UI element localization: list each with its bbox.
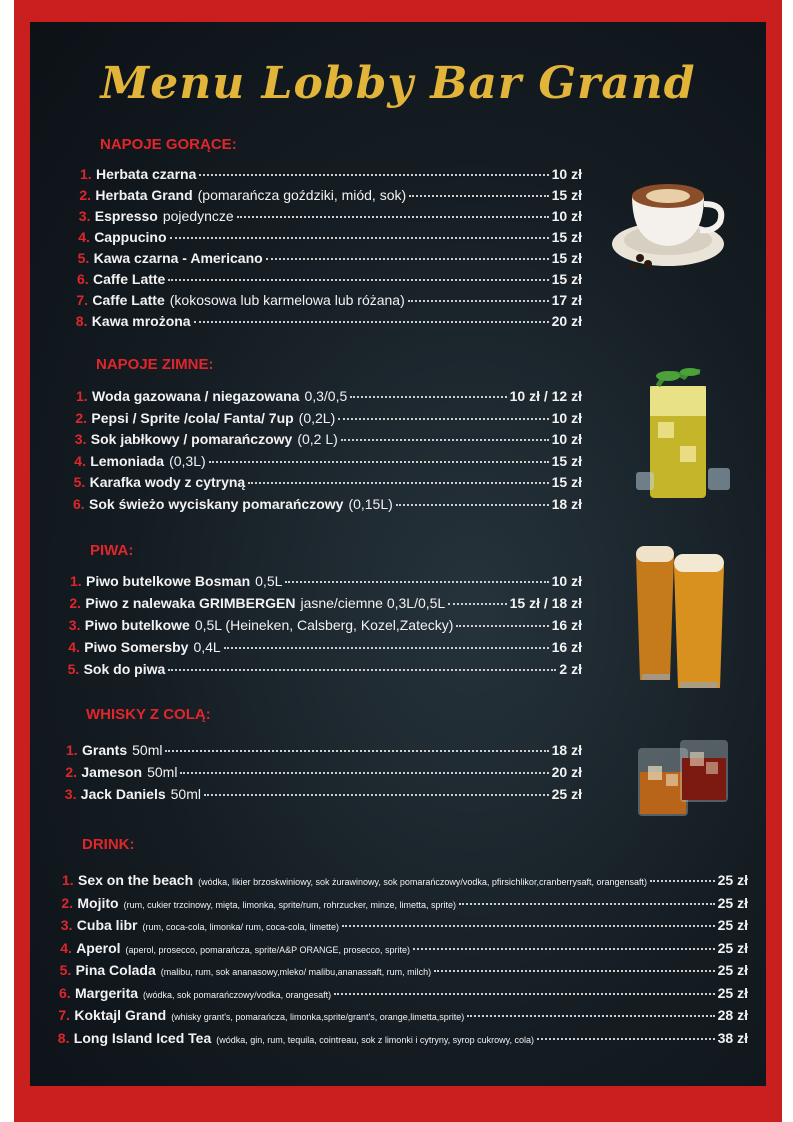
item-number: 1. <box>66 742 78 758</box>
item-name: Sok świeżo wyciskany pomarańczowy <box>89 495 344 512</box>
menu-item <box>68 661 582 681</box>
item-description: 0,4L <box>193 639 221 655</box>
menu-item <box>65 764 582 784</box>
item-description: 0,3/0,5 <box>304 388 348 404</box>
dot-leader <box>448 603 506 605</box>
section-title: PIWA: <box>90 542 134 559</box>
item-number: 1. <box>80 166 92 182</box>
item-description: (rum, cukier trzcinowy, mięta, limonka, sprite/rum, rohrzucker, minze, limetta, sprite) <box>123 899 457 910</box>
item-number: 2. <box>65 764 78 780</box>
menu-title: Menu Lobby Bar Grand <box>100 58 696 109</box>
menu-item <box>60 962 748 982</box>
menu-item <box>66 742 582 762</box>
item-price: 2 zł <box>559 661 582 677</box>
menu-item <box>69 617 582 637</box>
item-description: (wódka, sok pomarańczowy/vodka, orangesaft) <box>143 989 332 1000</box>
item-name: Cappucino <box>94 229 167 245</box>
item-name: Koktajl Grand <box>74 1007 167 1023</box>
item-number: 5. <box>67 661 80 677</box>
item-name: Piwo butelkowe <box>84 617 190 633</box>
item-price: 16 zł <box>551 617 582 633</box>
item-number: 6. <box>59 984 71 1001</box>
dot-leader <box>168 669 556 671</box>
item-price: 25 zł <box>717 939 748 956</box>
item-description: (kokosowa lub karmelowa lub różana) <box>169 292 405 308</box>
item-price: 20 zł <box>551 764 582 780</box>
dot-leader <box>413 948 715 950</box>
item-number: 3. <box>68 617 81 633</box>
menu-item <box>75 410 582 430</box>
item-number: 5. <box>77 250 90 266</box>
item-price: 10 zł <box>551 431 582 447</box>
menu-item <box>76 292 582 312</box>
item-number: 3. <box>74 431 87 447</box>
coffee-cup-icon <box>610 174 734 274</box>
item-number: 2. <box>75 409 88 426</box>
dot-leader <box>224 647 549 649</box>
dot-leader <box>204 794 549 796</box>
item-description: (rum, coca-cola, limonka/ rum, coca-cola, limette) <box>142 922 340 932</box>
menu-board <box>30 22 766 1086</box>
item-price: 25 zł <box>717 984 748 1001</box>
item-number: 3. <box>64 786 77 802</box>
item-price: 17 zł <box>551 292 582 308</box>
item-price: 15 zł <box>551 229 582 245</box>
dot-leader <box>266 258 549 260</box>
item-name: Pepsi / Sprite /cola/ Fanta/ 7up <box>91 409 294 426</box>
item-number: 3. <box>60 917 73 933</box>
dot-leader <box>248 482 548 484</box>
dot-leader <box>467 1015 714 1017</box>
item-name: Caffe Latte <box>93 271 166 287</box>
menu-item <box>65 786 582 806</box>
menu-item <box>69 595 582 615</box>
dot-leader <box>168 279 548 281</box>
item-price: 18 zł <box>551 742 582 758</box>
menu-item <box>58 1007 748 1027</box>
item-name: Woda gazowana / niegazowana <box>92 388 300 404</box>
dot-leader <box>237 216 549 218</box>
dot-leader <box>194 321 549 323</box>
item-name: Mojito <box>77 894 119 911</box>
menu-item <box>61 895 748 915</box>
item-price: 20 zł <box>551 313 582 329</box>
item-name: Caffe Latte <box>92 292 165 308</box>
dot-leader <box>285 581 548 583</box>
dot-leader <box>199 174 548 176</box>
menu-item <box>68 639 582 659</box>
item-description: (wódka, likier brzoskwiniowy, sok żurawinowy, sok pomarańczowy/vodka, pfirsichlikor,cranberrysaft, orangensaft) <box>198 877 647 887</box>
item-name: Kawa mrożona <box>91 313 191 329</box>
item-number: 5. <box>59 962 72 978</box>
lemonade-glass-icon <box>628 362 738 512</box>
item-name: Herbata czarna <box>96 166 197 182</box>
dot-leader <box>650 880 715 882</box>
item-description: (aperol, prosecco, pomarańcza, sprite/A&P ORANGE, prosecco, sprite) <box>125 944 410 955</box>
item-description: (0,2 L) <box>297 431 338 447</box>
menu-item <box>73 496 582 516</box>
item-price: 25 zł <box>717 872 748 888</box>
item-number: 1. <box>70 573 82 589</box>
item-price: 10 zł <box>551 409 582 426</box>
menu-item <box>74 453 582 473</box>
dot-leader <box>341 439 549 441</box>
item-name: Piwo Somersby <box>84 639 189 655</box>
item-price: 10 zł <box>551 573 582 589</box>
item-name: Espresso <box>94 208 158 224</box>
menu-item <box>59 985 748 1005</box>
menu-item <box>61 917 748 937</box>
item-number: 8. <box>75 313 88 329</box>
item-description: (0,15L) <box>348 495 393 512</box>
item-name: Herbata Grand <box>95 187 193 203</box>
item-description: pojedyncze <box>162 208 234 224</box>
item-number: 7. <box>76 292 89 308</box>
section-title: NAPOJE ZIMNE: <box>96 356 214 373</box>
menu-item <box>79 187 582 207</box>
item-name: Margerita <box>75 984 139 1001</box>
dot-leader <box>396 504 549 506</box>
section-title: NAPOJE GORĄCE: <box>100 136 237 153</box>
item-name: Kawa czarna - Americano <box>93 250 263 266</box>
item-description: 50ml <box>170 786 201 802</box>
item-description: (whisky grant's, pomarańcza, limonka,sprite/grant's, orange,limetta,sprite) <box>171 1012 465 1022</box>
item-price: 15 zł <box>551 250 582 266</box>
item-number: 4. <box>78 229 90 245</box>
item-price: 15 zł <box>551 474 582 490</box>
menu-item <box>79 208 582 228</box>
item-price: 10 zł <box>551 208 582 224</box>
dot-leader <box>434 970 714 972</box>
item-number: 3. <box>78 208 91 224</box>
item-number: 2. <box>79 187 92 203</box>
item-number: 1. <box>62 872 74 888</box>
dot-leader <box>456 625 548 627</box>
item-name: Karafka wody z cytryną <box>89 474 246 490</box>
dot-leader <box>537 1038 715 1040</box>
section-title: DRINK: <box>82 836 135 853</box>
item-number: 4. <box>74 452 86 469</box>
item-number: 6. <box>77 271 89 287</box>
menu-item <box>76 388 582 408</box>
item-number: 2. <box>61 894 74 911</box>
item-description: 50ml <box>147 764 178 780</box>
dot-leader <box>170 237 549 239</box>
item-price: 18 zł <box>551 495 582 512</box>
item-description: 50ml <box>132 742 163 758</box>
item-price: 10 zł / 12 zł <box>509 388 582 404</box>
item-name: Jack Daniels <box>80 786 166 802</box>
item-price: 16 zł <box>551 639 582 655</box>
item-number: 6. <box>73 495 85 512</box>
item-name: Piwo z nalewaka GRIMBERGEN <box>85 595 296 611</box>
dot-leader <box>350 396 506 398</box>
item-number: 8. <box>57 1029 70 1046</box>
item-name: Aperol <box>76 939 121 956</box>
item-price: 28 zł <box>717 1007 748 1023</box>
item-description: (0,3L) <box>169 452 206 469</box>
item-name: Sok jabłkowy / pomarańczowy <box>90 431 293 447</box>
item-description: jasne/ciemne 0,3L/0,5L <box>300 595 446 611</box>
item-name: Sex on the beach <box>78 872 194 888</box>
item-price: 15 zł / 18 zł <box>509 595 582 611</box>
item-name: Grants <box>82 742 128 758</box>
item-price: 15 zł <box>551 271 582 287</box>
item-price: 25 zł <box>717 962 748 978</box>
dot-leader <box>334 993 715 995</box>
dot-leader <box>165 750 548 752</box>
item-name: Piwo butelkowe Bosman <box>86 573 251 589</box>
beer-glasses-icon <box>630 540 730 690</box>
dot-leader <box>459 903 715 905</box>
menu-item <box>70 573 582 593</box>
item-price: 15 zł <box>551 187 582 203</box>
item-name: Jameson <box>81 764 143 780</box>
whisky-glasses-icon <box>634 736 734 818</box>
menu-item <box>78 229 582 249</box>
item-name: Cuba libr <box>76 917 138 933</box>
menu-item <box>76 313 582 333</box>
item-price: 38 zł <box>717 1029 748 1046</box>
item-price: 25 zł <box>717 894 748 911</box>
dot-leader <box>409 195 548 197</box>
item-price: 25 zł <box>717 917 748 933</box>
item-number: 2. <box>69 595 82 611</box>
item-name: Sok do piwa <box>83 661 166 677</box>
dot-leader <box>342 925 715 927</box>
dot-leader <box>180 772 548 774</box>
item-number: 1. <box>76 388 88 404</box>
menu-item <box>77 271 582 291</box>
item-price: 25 zł <box>551 786 582 802</box>
item-name: Long Island Iced Tea <box>73 1029 212 1046</box>
item-description: (pomarańcza goździki, miód, sok) <box>197 187 407 203</box>
item-number: 7. <box>58 1007 71 1023</box>
menu-item <box>58 1030 748 1050</box>
item-description: (wódka, gin, rum, tequila, cointreau, sok z limonki i cytryny, syrop cukrowy, cola) <box>216 1034 535 1045</box>
menu-item <box>78 250 582 270</box>
item-name: Pina Colada <box>75 962 156 978</box>
section-title: WHISKY Z COLĄ: <box>86 706 211 723</box>
item-number: 4. <box>68 639 80 655</box>
dot-leader <box>408 300 549 302</box>
item-description: 0,5L (Heineken, Calsberg, Kozel,Zatecky) <box>194 617 454 633</box>
menu-item <box>80 166 582 186</box>
item-number: 4. <box>60 939 72 956</box>
dot-leader <box>338 418 548 420</box>
item-description: (malibu, rum, sok ananasowy,mleko/ malibu,ananassaft, rum, milch) <box>160 967 432 977</box>
item-price: 15 zł <box>551 452 582 469</box>
item-number: 5. <box>73 474 86 490</box>
item-price: 10 zł <box>551 166 582 182</box>
item-description: (0,2L) <box>298 409 336 426</box>
menu-item <box>74 474 582 494</box>
dot-leader <box>209 461 549 463</box>
menu-item <box>62 872 748 892</box>
item-description: 0,5L <box>255 573 283 589</box>
item-name: Lemoniada <box>90 452 165 469</box>
menu-item <box>60 940 748 960</box>
menu-item <box>75 431 582 451</box>
